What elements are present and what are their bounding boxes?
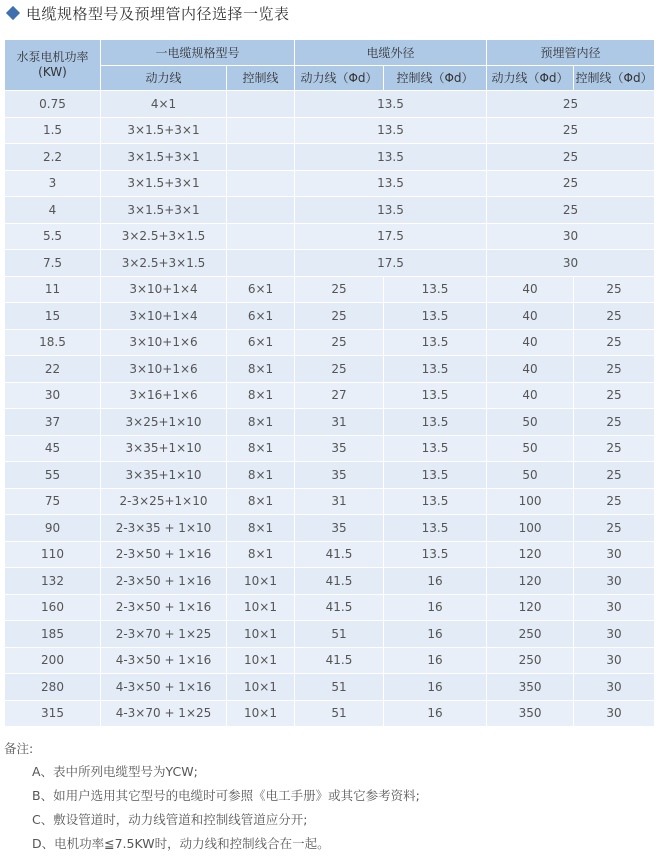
cell-control-line-spec — [227, 144, 295, 171]
cell-motor-power: 22 — [5, 356, 101, 383]
cell-control-line-spec — [227, 223, 295, 250]
cell-control-line-spec: 10×1 — [227, 621, 295, 648]
cell-outer-control-line: 13.5 — [384, 488, 487, 515]
cell-control-line-spec: 10×1 — [227, 647, 295, 674]
cell-motor-power: 315 — [5, 700, 101, 727]
cell-pipe-control-line: 25 — [574, 435, 655, 462]
table-row — [5, 647, 655, 674]
cell-pipe-power-line: 250 — [487, 647, 574, 674]
cell-control-line-spec: 10×1 — [227, 674, 295, 701]
cell-motor-power: 18.5 — [5, 329, 101, 356]
table-row — [5, 356, 655, 383]
header-spec-control-line: 控制线 — [227, 65, 295, 91]
table-row — [5, 197, 655, 224]
cell-outer-control-line: 13.5 — [384, 515, 487, 542]
cell-motor-power: 0.75 — [5, 91, 101, 118]
cell-outer-power-line: 51 — [295, 700, 384, 727]
cell-pipe-control-line: 25 — [574, 488, 655, 515]
cell-pipe-diameter-combined: 25 — [487, 170, 655, 197]
header-pipe-diameter-group: 预埋管内径 — [487, 40, 655, 66]
cell-power-line-spec: 3×10+1×4 — [101, 276, 227, 303]
cell-outer-power-line: 41.5 — [295, 647, 384, 674]
cell-pipe-diameter-combined: 30 — [487, 223, 655, 250]
cell-pipe-diameter-combined: 30 — [487, 250, 655, 277]
cell-outer-power-line: 31 — [295, 409, 384, 436]
notes-section — [4, 738, 654, 856]
cell-control-line-spec: 10×1 — [227, 700, 295, 727]
cell-motor-power: 7.5 — [5, 250, 101, 277]
cell-control-line-spec: 8×1 — [227, 435, 295, 462]
cable-spec-table — [4, 39, 655, 727]
cell-pipe-control-line: 25 — [574, 329, 655, 356]
cell-power-line-spec: 3×16+1×6 — [101, 382, 227, 409]
cell-outer-diameter-combined: 13.5 — [295, 144, 487, 171]
cell-outer-control-line: 13.5 — [384, 329, 487, 356]
cell-control-line-spec: 8×1 — [227, 488, 295, 515]
table-row — [5, 541, 655, 568]
cell-outer-diameter-combined: 13.5 — [295, 117, 487, 144]
cell-motor-power: 11 — [5, 276, 101, 303]
table-row — [5, 515, 655, 542]
cell-motor-power: 3 — [5, 170, 101, 197]
cell-motor-power: 5.5 — [5, 223, 101, 250]
cell-motor-power: 55 — [5, 462, 101, 489]
cell-motor-power: 280 — [5, 674, 101, 701]
cell-power-line-spec: 3×35+1×10 — [101, 435, 227, 462]
cell-pipe-power-line: 120 — [487, 541, 574, 568]
cell-outer-control-line: 13.5 — [384, 382, 487, 409]
cell-outer-power-line: 51 — [295, 674, 384, 701]
cell-pipe-control-line: 25 — [574, 409, 655, 436]
cell-power-line-spec: 2-3×50 + 1×16 — [101, 594, 227, 621]
cell-control-line-spec: 6×1 — [227, 329, 295, 356]
cell-outer-power-line: 31 — [295, 488, 384, 515]
cell-power-line-spec: 3×10+1×6 — [101, 329, 227, 356]
cell-outer-power-line: 41.5 — [295, 594, 384, 621]
cell-control-line-spec — [227, 197, 295, 224]
cell-power-line-spec: 3×10+1×4 — [101, 303, 227, 330]
cell-pipe-power-line: 100 — [487, 515, 574, 542]
cell-pipe-control-line: 30 — [574, 700, 655, 727]
cell-power-line-spec: 4-3×70 + 1×25 — [101, 700, 227, 727]
cell-power-line-spec: 2-3×35 + 1×10 — [101, 515, 227, 542]
cell-pipe-diameter-combined: 25 — [487, 144, 655, 171]
cell-pipe-control-line: 25 — [574, 356, 655, 383]
header-pipe-power-line: 动力线（Φd） — [487, 65, 574, 91]
cell-outer-power-line: 25 — [295, 303, 384, 330]
cell-power-line-spec: 2-3×70 + 1×25 — [101, 621, 227, 648]
cell-outer-power-line: 35 — [295, 515, 384, 542]
cell-outer-control-line: 13.5 — [384, 303, 487, 330]
cell-motor-power: 30 — [5, 382, 101, 409]
cell-outer-control-line: 16 — [384, 674, 487, 701]
notes-title: 备注: — [4, 741, 34, 756]
cell-power-line-spec: 3×25+1×10 — [101, 409, 227, 436]
header-pipe-control-line: 控制线（Φd） — [574, 65, 655, 91]
cell-power-line-spec: 2-3×50 + 1×16 — [101, 541, 227, 568]
cell-power-line-spec: 3×35+1×10 — [101, 462, 227, 489]
cell-outer-control-line: 16 — [384, 700, 487, 727]
cell-pipe-power-line: 350 — [487, 674, 574, 701]
cell-power-line-spec: 3×10+1×6 — [101, 356, 227, 383]
cell-outer-power-line: 25 — [295, 356, 384, 383]
cell-power-line-spec: 3×1.5+3×1 — [101, 170, 227, 197]
cell-power-line-spec: 2-3×50 + 1×16 — [101, 568, 227, 595]
table-row — [5, 144, 655, 171]
cell-pipe-power-line: 40 — [487, 303, 574, 330]
table-row — [5, 488, 655, 515]
cell-control-line-spec: 8×1 — [227, 409, 295, 436]
cell-outer-power-line: 41.5 — [295, 568, 384, 595]
cell-pipe-power-line: 50 — [487, 409, 574, 436]
cell-motor-power: 132 — [5, 568, 101, 595]
cell-motor-power: 90 — [5, 515, 101, 542]
cell-outer-control-line: 16 — [384, 568, 487, 595]
cell-motor-power: 45 — [5, 435, 101, 462]
cell-control-line-spec: 8×1 — [227, 541, 295, 568]
table-row — [5, 409, 655, 436]
cell-control-line-spec — [227, 91, 295, 118]
cell-control-line-spec: 6×1 — [227, 276, 295, 303]
cell-pipe-power-line: 120 — [487, 594, 574, 621]
table-row — [5, 329, 655, 356]
cell-outer-power-line: 25 — [295, 276, 384, 303]
cell-outer-power-line: 35 — [295, 435, 384, 462]
cell-control-line-spec — [227, 117, 295, 144]
cell-motor-power: 185 — [5, 621, 101, 648]
table-row — [5, 594, 655, 621]
note-item: A、表中所列电缆型号为YCW; — [32, 764, 198, 779]
cell-outer-control-line: 16 — [384, 647, 487, 674]
cell-pipe-control-line: 30 — [574, 674, 655, 701]
cell-pipe-power-line: 100 — [487, 488, 574, 515]
cell-control-line-spec — [227, 170, 295, 197]
table-row — [5, 435, 655, 462]
cell-outer-control-line: 13.5 — [384, 409, 487, 436]
header-motor-power: 水泵电机功率(KW) — [5, 40, 101, 91]
cell-pipe-power-line: 40 — [487, 276, 574, 303]
cell-power-line-spec: 3×1.5+3×1 — [101, 197, 227, 224]
cell-outer-power-line: 27 — [295, 382, 384, 409]
cell-pipe-diameter-combined: 25 — [487, 117, 655, 144]
cell-motor-power: 75 — [5, 488, 101, 515]
notes-list — [4, 760, 654, 856]
diamond-bullet-icon — [6, 6, 20, 20]
table-row — [5, 117, 655, 144]
note-item: C、敷设管道时，动力线管道和控制线管道应分开; — [32, 812, 308, 827]
cell-pipe-control-line: 25 — [574, 515, 655, 542]
cell-pipe-diameter-combined: 25 — [487, 197, 655, 224]
cell-outer-diameter-combined: 13.5 — [295, 91, 487, 118]
cell-control-line-spec: 10×1 — [227, 568, 295, 595]
header-spec-group: 一电缆规格型号 — [101, 40, 295, 66]
cell-power-line-spec: 3×1.5+3×1 — [101, 144, 227, 171]
note-item: D、电机功率≦7.5KW时，动力线和控制线合在一起。 — [32, 836, 330, 851]
cell-pipe-control-line: 25 — [574, 303, 655, 330]
cell-power-line-spec: 4-3×50 + 1×16 — [101, 674, 227, 701]
table-row — [5, 303, 655, 330]
cell-outer-power-line: 35 — [295, 462, 384, 489]
cell-pipe-control-line: 25 — [574, 462, 655, 489]
header-outer-control-line: 控制线（Φd） — [384, 65, 487, 91]
cell-motor-power: 4 — [5, 197, 101, 224]
cell-control-line-spec: 8×1 — [227, 382, 295, 409]
cell-pipe-power-line: 50 — [487, 462, 574, 489]
cell-control-line-spec — [227, 250, 295, 277]
cell-outer-diameter-combined: 13.5 — [295, 170, 487, 197]
cell-pipe-control-line: 30 — [574, 647, 655, 674]
cell-outer-power-line: 51 — [295, 621, 384, 648]
cell-outer-control-line: 13.5 — [384, 541, 487, 568]
note-item: B、如用户选用其它型号的电缆时可参照《电工手册》或其它参考资料; — [32, 788, 420, 803]
cell-motor-power: 37 — [5, 409, 101, 436]
cell-pipe-control-line: 25 — [574, 276, 655, 303]
cell-motor-power: 110 — [5, 541, 101, 568]
cell-power-line-spec: 4-3×50 + 1×16 — [101, 647, 227, 674]
table-row — [5, 223, 655, 250]
table-row — [5, 621, 655, 648]
cell-outer-diameter-combined: 17.5 — [295, 223, 487, 250]
header-outer-power-line: 动力线（Φd） — [295, 65, 384, 91]
cell-motor-power: 160 — [5, 594, 101, 621]
cell-control-line-spec: 8×1 — [227, 356, 295, 383]
page-header — [4, 3, 290, 23]
cell-outer-power-line: 25 — [295, 329, 384, 356]
header-outer-diameter-group: 电缆外径 — [295, 40, 487, 66]
cell-motor-power: 2.2 — [5, 144, 101, 171]
cell-power-line-spec: 4×1 — [101, 91, 227, 118]
cell-outer-control-line: 13.5 — [384, 435, 487, 462]
cell-pipe-power-line: 40 — [487, 329, 574, 356]
cell-power-line-spec: 2-3×25+1×10 — [101, 488, 227, 515]
cell-pipe-power-line: 40 — [487, 356, 574, 383]
cell-pipe-control-line: 25 — [574, 382, 655, 409]
table-row — [5, 462, 655, 489]
cell-outer-control-line: 13.5 — [384, 462, 487, 489]
page-title: 电缆规格型号及预埋管内径选择一览表 — [26, 4, 290, 23]
cell-control-line-spec: 8×1 — [227, 462, 295, 489]
cell-pipe-power-line: 40 — [487, 382, 574, 409]
cell-pipe-power-line: 50 — [487, 435, 574, 462]
cell-motor-power: 1.5 — [5, 117, 101, 144]
cell-outer-control-line: 13.5 — [384, 356, 487, 383]
cell-pipe-power-line: 120 — [487, 568, 574, 595]
cell-control-line-spec: 10×1 — [227, 594, 295, 621]
table-body — [5, 91, 655, 727]
cell-pipe-control-line: 30 — [574, 594, 655, 621]
cell-pipe-power-line: 350 — [487, 700, 574, 727]
table-row — [5, 700, 655, 727]
table-row — [5, 382, 655, 409]
table-row — [5, 170, 655, 197]
cell-motor-power: 200 — [5, 647, 101, 674]
header-spec-power-line: 动力线 — [101, 65, 227, 91]
cell-pipe-diameter-combined: 25 — [487, 91, 655, 118]
table-row — [5, 250, 655, 277]
cell-pipe-control-line: 30 — [574, 621, 655, 648]
table-row — [5, 91, 655, 118]
cell-outer-control-line: 16 — [384, 594, 487, 621]
cell-outer-diameter-combined: 17.5 — [295, 250, 487, 277]
cell-control-line-spec: 8×1 — [227, 515, 295, 542]
cell-motor-power: 15 — [5, 303, 101, 330]
table-row — [5, 276, 655, 303]
cell-control-line-spec: 6×1 — [227, 303, 295, 330]
cell-outer-control-line: 16 — [384, 621, 487, 648]
table-row — [5, 674, 655, 701]
cell-outer-control-line: 13.5 — [384, 276, 487, 303]
cell-pipe-control-line: 30 — [574, 568, 655, 595]
cell-pipe-power-line: 250 — [487, 621, 574, 648]
cell-power-line-spec: 3×1.5+3×1 — [101, 117, 227, 144]
cell-outer-power-line: 41.5 — [295, 541, 384, 568]
cell-power-line-spec: 3×2.5+3×1.5 — [101, 250, 227, 277]
cell-outer-diameter-combined: 13.5 — [295, 197, 487, 224]
cell-pipe-control-line: 30 — [574, 541, 655, 568]
cell-power-line-spec: 3×2.5+3×1.5 — [101, 223, 227, 250]
table-row — [5, 568, 655, 595]
